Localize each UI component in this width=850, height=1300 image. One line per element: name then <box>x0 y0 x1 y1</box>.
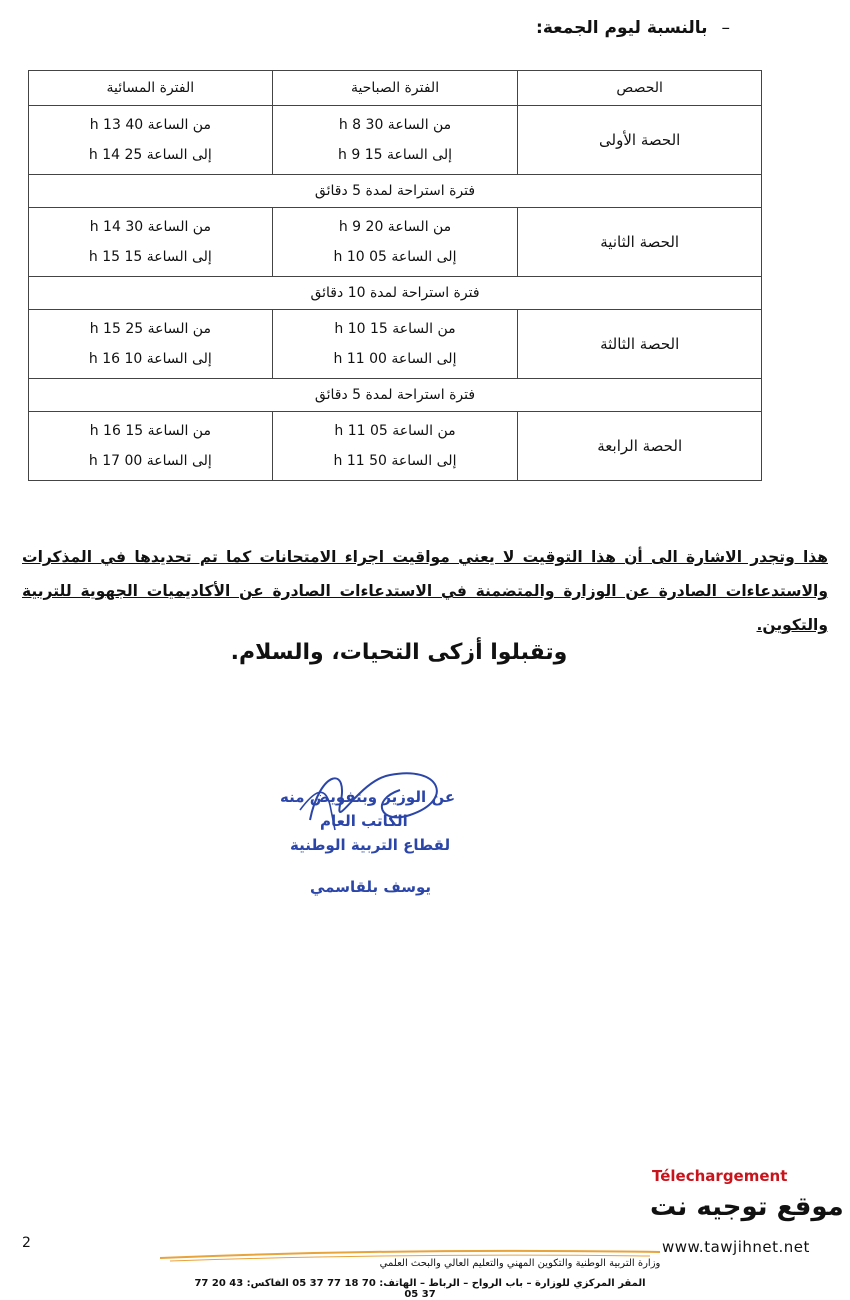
time-from: من الساعة 25 h 15 <box>89 321 211 337</box>
signature-line-3: لقطاع التربية الوطنية <box>290 836 451 854</box>
time-to: إلى الساعة 15 h 15 <box>88 249 212 265</box>
friday-schedule-table <box>28 70 762 481</box>
header-morning: الفترة الصباحية <box>272 71 518 106</box>
section-heading <box>536 18 730 38</box>
time-from: من الساعة 05 h 11 <box>334 423 456 439</box>
time-to: إلى الساعة 50 h 11 <box>333 453 457 469</box>
table-row <box>29 310 762 379</box>
exam-note <box>22 540 828 642</box>
signature-line-2: الكاتب العام <box>320 812 408 830</box>
morning-time <box>272 106 518 175</box>
closing-greeting: وتقبلوا أزكى التحيات، والسلام. <box>230 640 568 665</box>
evening-time <box>29 310 273 379</box>
time-to: إلى الساعة 00 h 17 <box>88 453 212 469</box>
session-name: الحصة الرابعة <box>518 412 762 481</box>
watermark-label: Télechargement <box>652 1167 788 1185</box>
break-row <box>29 175 762 208</box>
morning-time <box>272 310 518 379</box>
evening-time <box>29 412 273 481</box>
break-row <box>29 277 762 310</box>
break-text: فترة استراحة لمدة 5 دقائق <box>29 175 762 208</box>
note-line-2: والاستدعاءات الصادرة عن الوزارة والمتضمنة في الاستدعاءات الصادرة عن الأكاديميات الجهوية للتربية والتكوين. <box>22 582 828 634</box>
time-from: من الساعة 15 h 16 <box>89 423 211 439</box>
table-row <box>29 106 762 175</box>
footer-address: المقر المركزي للوزارة – باب الرواح – الرباط – الهاتف: 70 18 77 37 05 الفاكس: 43 20 77 37 05 <box>194 1278 646 1300</box>
time-from: من الساعة 30 h 8 <box>338 117 452 133</box>
table-row <box>29 208 762 277</box>
break-row <box>29 379 762 412</box>
time-from: من الساعة 20 h 9 <box>338 219 452 235</box>
session-name: الحصة الأولى <box>518 106 762 175</box>
time-to: إلى الساعة 10 h 16 <box>88 351 212 367</box>
watermark-logo: موقع توجيه نت <box>650 1192 844 1222</box>
time-to: إلى الساعة 05 h 10 <box>333 249 457 265</box>
session-name: الحصة الثالثة <box>518 310 762 379</box>
footer-ministry: وزارة التربية الوطنية والتكوين المهني والتعليم العالي والبحث العلمي <box>379 1258 661 1269</box>
time-to: إلى الساعة 00 h 11 <box>333 351 457 367</box>
time-to: إلى الساعة 25 h 14 <box>88 147 212 163</box>
table-row <box>29 412 762 481</box>
heading-dash: – <box>721 18 730 38</box>
evening-time <box>29 208 273 277</box>
header-evening: الفترة المسائية <box>29 71 273 106</box>
watermark-url: www.tawjihnet.net <box>662 1238 810 1256</box>
table-header-row <box>29 71 762 106</box>
time-from: من الساعة 40 h 13 <box>89 117 211 133</box>
time-from: من الساعة 30 h 14 <box>89 219 211 235</box>
time-to: إلى الساعة 15 h 9 <box>338 147 453 163</box>
time-from: من الساعة 15 h 10 <box>334 321 456 337</box>
note-line-1: هذا وتجدر الاشارة الى أن هذا التوقيت لا يعني مواقيت اجراء الامتحانات كما تم تحديدها في المذكرات <box>22 548 828 566</box>
signature-name: يوسف بلقاسمي <box>310 878 432 896</box>
morning-time <box>272 412 518 481</box>
signature-block <box>240 760 520 920</box>
signature-line-1: عن الوزير وبتفويض منه <box>280 788 456 806</box>
evening-time <box>29 106 273 175</box>
page-number: 2 <box>22 1235 31 1251</box>
session-name: الحصة الثانية <box>518 208 762 277</box>
break-text: فترة استراحة لمدة 5 دقائق <box>29 379 762 412</box>
header-session: الحصص <box>518 71 762 106</box>
morning-time <box>272 208 518 277</box>
break-text: فترة استراحة لمدة 10 دقائق <box>29 277 762 310</box>
heading-text: بالنسبة ليوم الجمعة: <box>536 18 708 38</box>
